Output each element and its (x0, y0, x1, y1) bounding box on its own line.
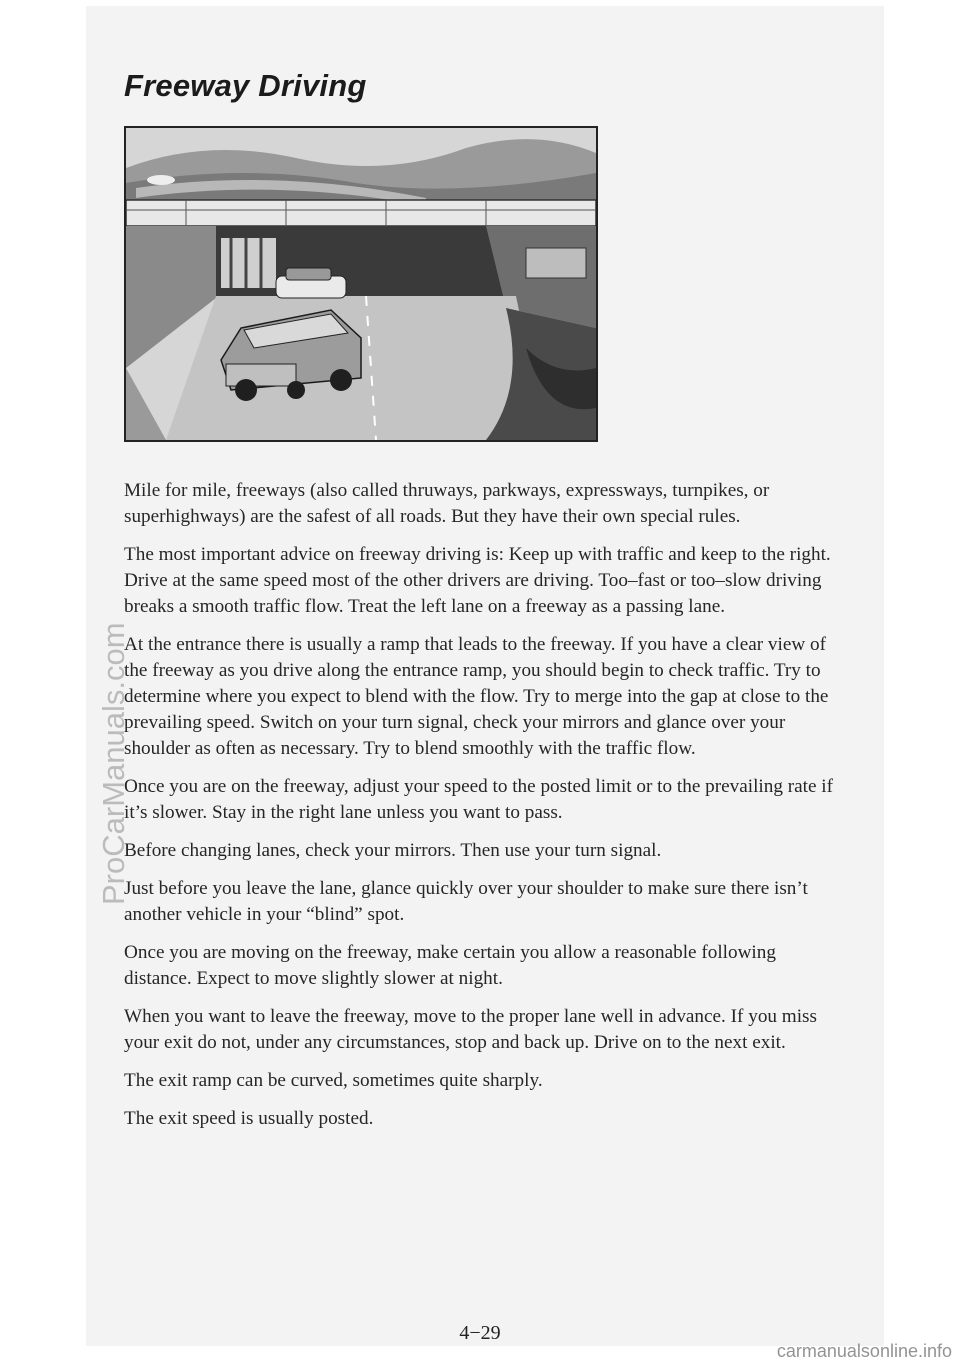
paragraph: The most important advice on freeway driving is: Keep up with traffic and keep to the right. Drive at the same speed most of the other drivers are driving. Too–fast or too–slow driving breaks a smooth traffic flow. Treat the left lane on a freeway as a passing lane. (124, 544, 831, 617)
paragraph: The exit ramp can be curved, sometimes quite sharply. (124, 1070, 543, 1091)
paragraph: Before changing lanes, check your mirrors. Then use your turn signal. (124, 840, 662, 861)
paragraph: At the entrance there is usually a ramp that leads to the freeway. If you have a clear view of the freeway as you drive along the entrance ramp, you should begin to check traffic. Try to determine where you expect to blend with the flow. Try to merge into the gap at close to the prevailing speed. Switch on your turn signal, check your mirrors and glance over your shoulder as often as necessary. Try to blend smoothly with the traffic flow. (124, 634, 829, 759)
paragraph: The exit speed is usually posted. (124, 1108, 374, 1129)
paragraph: Just before you leave the lane, glance quickly over your shoulder to make sure there isn’t another vehicle in your “blind” spot. (124, 878, 808, 925)
paragraph: Once you are moving on the freeway, make certain you allow a reasonable following distance. Expect to move slightly slower at night. (124, 942, 776, 989)
paragraph: Once you are on the freeway, adjust your speed to the posted limit or to the prevailing rate if it’s slower. Stay in the right lane unless you want to pass. (124, 776, 833, 823)
body-text (124, 478, 836, 1144)
paragraph: When you want to leave the freeway, move to the proper lane well in advance. If you miss your exit do not, under any circumstances, stop and back up. Drive on to the next exit. (124, 1006, 817, 1053)
page-number: 4−29 (459, 1322, 501, 1344)
page-title: Freeway Driving (124, 68, 367, 103)
side-watermark: ProCarManuals.com (96, 622, 131, 905)
paragraph: Mile for mile, freeways (also called thruways, parkways, expressways, turnpikes, or superhighways) are the safest of all roads. But they have their own special rules. (124, 480, 770, 527)
bottom-watermark: carmanualsonline.info (776, 1341, 952, 1361)
freeway-overpass-illustration (124, 126, 598, 442)
